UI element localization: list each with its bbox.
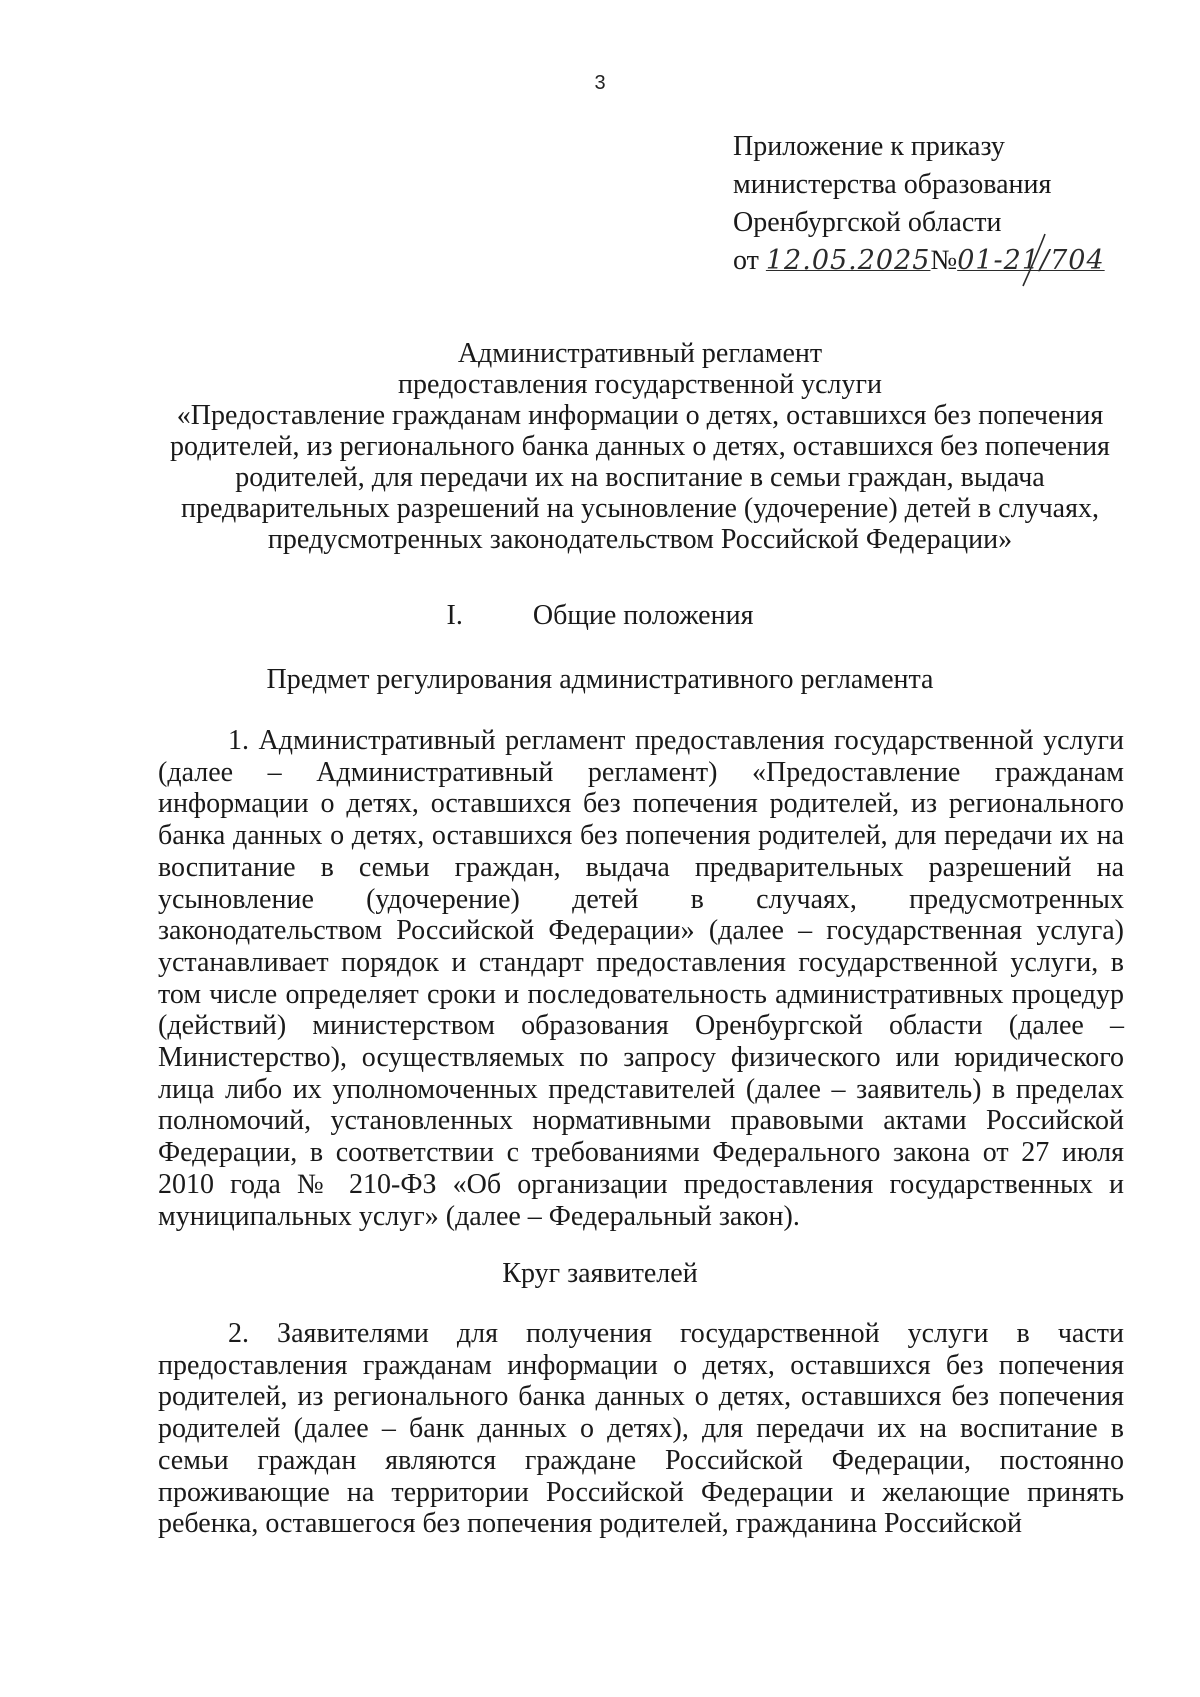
appendix-block xyxy=(733,128,1173,280)
title-line-3: «Предоставление гражданам информации о детях, оставшихся без попечения xyxy=(176,400,1104,431)
document-title xyxy=(140,338,1140,555)
appendix-line-2: министерства образования xyxy=(733,169,1052,200)
section-title: Общие положения xyxy=(532,600,754,631)
number-prefix: № xyxy=(930,245,958,276)
title-line-1: Административный регламент xyxy=(457,338,823,369)
handwritten-date: 12.05.2025 xyxy=(765,245,931,276)
title-line-7: предусмотренных законодательством Российской Федерации» xyxy=(267,524,1013,555)
subheading-regulation-subject: Предмет регулирования административного регламента xyxy=(266,664,934,695)
page-number: 3 xyxy=(594,72,606,94)
appendix-line-1: Приложение к приказу xyxy=(733,131,1005,162)
paragraph-2: 2. Заявителями для получения государственной услуги в части предоставления гражданам информации о детях, оставшихся без попечения родителей, из регионального банка данных о детях, оставшихся без попечения родителей (далее – банк данных о детях), для передачи их на воспитание в семьи граждан являются граждане Российской Федерации, постоянно проживающие на территории Российской Федерации и желающие принять ребенка, оставшегося без попечения родителей, гражданина Российской xyxy=(158,1318,1124,1540)
subheading-applicants: Круг заявителей xyxy=(502,1258,698,1289)
paragraph-1: 1. Административный регламент предоставления государственной услуги (далее – Административный регламент) «Предоставление гражданам информации о детях, оставшихся без попечения родителей, из регионального банка данных о детях, оставшихся без попечения родителей, для передачи их на воспитание в семьи граждан, выдача предварительных разрешений на усыновление (удочерение) детей в случаях, предусмотренных законодательством Российской Федерации» (далее – государственная услуга) устанавливает порядок и стандарт предоставления государственной услуги, в том числе определяет сроки и последовательность административных процедур (действий) министерством образования Оренбургской области (далее – Министерство), осуществляемых по запросу физического или юридического лица либо их уполномоченных представителей (далее – заявитель) в пределах полномочий, установленных нормативными правовыми актами Российской Федерации, в соответствии с требованиями Федерального закона от 27 июля 2010 года № 210-ФЗ «Об организации предоставления государственных и муниципальных услуг» (далее – Федеральный закон). xyxy=(158,725,1124,1232)
title-line-6: предварительных разрешений на усыновление (удочерение) детей в случаях, xyxy=(181,493,1099,524)
title-line-5: родителей, для передачи их на воспитание в семьи граждан, выдача xyxy=(235,462,1045,493)
title-line-2: предоставления государственной услуги xyxy=(398,369,882,400)
appendix-date-line xyxy=(733,242,1173,280)
date-prefix: от xyxy=(733,245,759,276)
appendix-line-3: Оренбургской области xyxy=(733,207,1002,238)
title-line-4: родителей, из регионального банка данных о детях, оставшихся без попечения xyxy=(170,431,1110,462)
handwritten-number: 01-21/704 xyxy=(957,245,1105,276)
handwritten-slash-stroke xyxy=(1015,230,1055,290)
section-number: I. xyxy=(446,600,463,631)
section-heading xyxy=(0,600,1200,632)
